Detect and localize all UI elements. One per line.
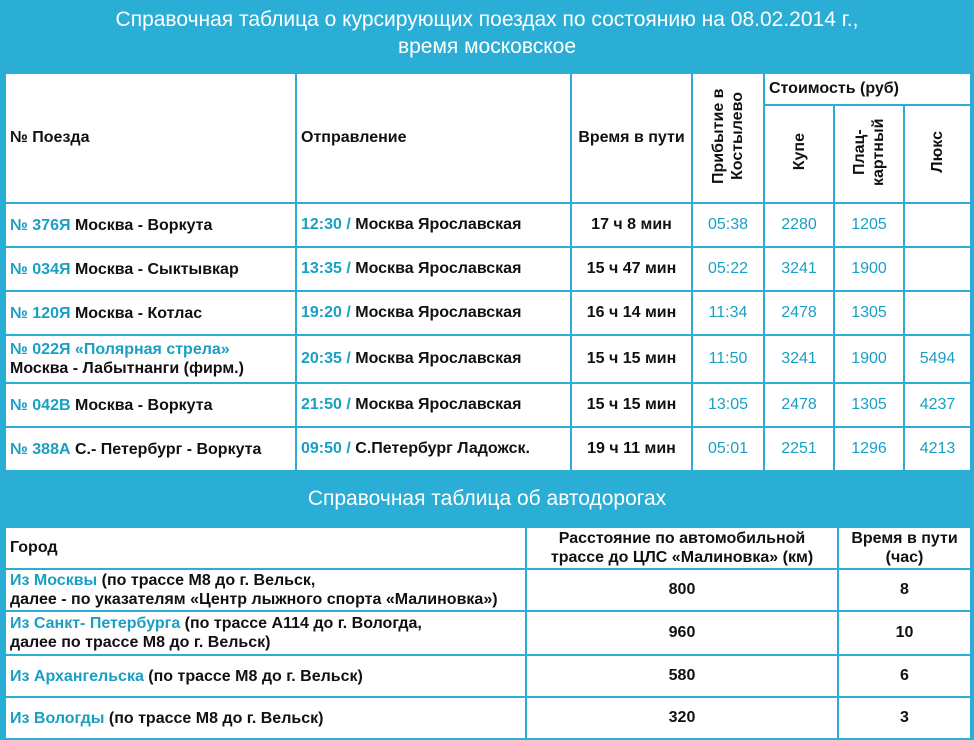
road-via-2: далее по трассе М8 до г. Вельск) [10, 634, 271, 651]
road-via: (по трассе М8 до г. Вельск, [97, 572, 316, 589]
header-cost: Стоимость (руб) [764, 73, 971, 105]
header-arrival-text: Прибытие в Костылево [710, 87, 746, 184]
roads-header-row [5, 527, 971, 569]
departure-cell [296, 383, 571, 427]
departure-cell [296, 247, 571, 291]
header-kupe [764, 105, 834, 203]
arrival-time: 11:50 [692, 335, 764, 383]
header-lux-text: Люкс [929, 130, 947, 173]
train-route: С.- Петербург - Воркута [74, 440, 262, 458]
train-route: Москва - Сыктывкар [74, 260, 239, 278]
road-hours: 6 [838, 655, 971, 697]
road-from: Из Санкт- Петербурга [10, 615, 181, 632]
price-platz: 1305 [834, 291, 904, 335]
travel-time: 17 ч 8 мин [571, 203, 692, 247]
departure-time: 12:30 / [301, 216, 351, 233]
header-distance: Расстояние по автомобильной трассе до ЦЛС «Малиновка» (км) [526, 527, 838, 569]
header-kupe-text: Купе [790, 132, 808, 171]
price-platz: 1900 [834, 335, 904, 383]
train-cell [5, 427, 296, 471]
roads-table [4, 526, 972, 740]
road-via-2: далее - по указателям «Центр лыжного спорта «Малиновка») [10, 591, 498, 608]
train-route: Москва - Воркута [74, 396, 213, 414]
price-platz: 1296 [834, 427, 904, 471]
price-kupe: 2478 [764, 383, 834, 427]
arrival-time: 05:01 [692, 427, 764, 471]
road-via: (по трассе М8 до г. Вельск) [104, 709, 324, 727]
page-title [0, 6, 974, 60]
table-row [5, 427, 971, 471]
road-distance: 960 [526, 611, 838, 655]
table-row [5, 203, 971, 247]
price-lux [904, 203, 971, 247]
price-kupe: 2478 [764, 291, 834, 335]
road-cell [5, 569, 526, 611]
header-platz-text: Плац-картный [851, 117, 887, 186]
train-number: № 388А [10, 440, 71, 458]
road-cell [5, 655, 526, 697]
departure-time: 21:50 / [301, 396, 351, 413]
title-line-2: время московское [397, 35, 577, 58]
trains-header-row [5, 73, 971, 105]
road-distance: 800 [526, 569, 838, 611]
arrival-time: 11:34 [692, 291, 764, 335]
train-cell [5, 383, 296, 427]
price-lux: 4213 [904, 427, 971, 471]
travel-time: 15 ч 47 мин [571, 247, 692, 291]
train-number: № 376Я [10, 216, 71, 234]
table-row [5, 247, 971, 291]
departure-station: Москва Ярославская [355, 216, 522, 233]
roads-title: Справочная таблица об автодорогах [307, 487, 667, 510]
table-row [5, 291, 971, 335]
trains-table [4, 72, 972, 472]
price-lux: 4237 [904, 383, 971, 427]
train-route: Москва - Воркута [74, 216, 213, 234]
header-travel-time: Время в пути [571, 73, 692, 203]
travel-time: 15 ч 15 мин [571, 335, 692, 383]
header-departure: Отправление [296, 73, 571, 203]
header-road-time: Время в пути (час) [838, 527, 971, 569]
train-number: № 042В [10, 396, 71, 414]
departure-station: С.Петербург Ладожск. [355, 440, 530, 457]
price-kupe: 2280 [764, 203, 834, 247]
road-hours: 3 [838, 697, 971, 739]
table-row [5, 569, 971, 611]
departure-station: Москва Ярославская [355, 396, 522, 413]
table-row [5, 611, 971, 655]
road-hours: 10 [838, 611, 971, 655]
price-lux [904, 247, 971, 291]
train-route: Москва - Котлас [74, 304, 203, 322]
road-distance: 320 [526, 697, 838, 739]
header-lux [904, 105, 971, 203]
departure-time: 13:35 / [301, 260, 351, 277]
header-train-no: № Поезда [5, 73, 296, 203]
header-city: Город [5, 527, 526, 569]
travel-time: 19 ч 11 мин [571, 427, 692, 471]
departure-station: Москва Ярославская [355, 304, 522, 321]
header-arrival [692, 73, 764, 203]
table-row [5, 655, 971, 697]
train-cell [5, 291, 296, 335]
departure-station: Москва Ярославская [355, 260, 522, 277]
price-platz: 1900 [834, 247, 904, 291]
header-platz [834, 105, 904, 203]
title-line-1: Справочная таблица о курсирующих поездах по состоянию на 08.02.2014 г., [115, 8, 859, 31]
train-cell [5, 203, 296, 247]
train-cell [5, 335, 296, 383]
price-lux [904, 291, 971, 335]
road-distance: 580 [526, 655, 838, 697]
road-cell [5, 611, 526, 655]
departure-cell [296, 427, 571, 471]
arrival-time: 05:38 [692, 203, 764, 247]
road-hours: 8 [838, 569, 971, 611]
arrival-time: 05:22 [692, 247, 764, 291]
train-route: Москва - Лабытнанги (фирм.) [10, 360, 244, 377]
travel-time: 16 ч 14 мин [571, 291, 692, 335]
road-from: Из Москвы [10, 572, 98, 589]
table-row [5, 697, 971, 739]
train-number: № 022Я «Полярная стрела» [10, 341, 230, 358]
departure-cell [296, 203, 571, 247]
price-lux: 5494 [904, 335, 971, 383]
price-kupe: 3241 [764, 335, 834, 383]
arrival-time: 13:05 [692, 383, 764, 427]
train-number: № 034Я [10, 260, 71, 278]
table-row [5, 383, 971, 427]
travel-time: 15 ч 15 мин [571, 383, 692, 427]
price-platz: 1305 [834, 383, 904, 427]
departure-cell [296, 335, 571, 383]
departure-time: 09:50 / [301, 440, 351, 457]
road-from: Из Архангельска [10, 667, 144, 685]
price-platz: 1205 [834, 203, 904, 247]
train-cell [5, 247, 296, 291]
road-via: (по трассе А114 до г. Вологда, [180, 615, 422, 632]
price-kupe: 3241 [764, 247, 834, 291]
departure-time: 19:20 / [301, 304, 351, 321]
road-cell [5, 697, 526, 739]
road-via: (по трассе М8 до г. Вельск) [143, 667, 363, 685]
table-row [5, 335, 971, 383]
departure-station: Москва Ярославская [355, 350, 522, 367]
price-kupe: 2251 [764, 427, 834, 471]
train-number: № 120Я [10, 304, 71, 322]
road-from: Из Вологды [10, 709, 105, 727]
departure-cell [296, 291, 571, 335]
departure-time: 20:35 / [301, 350, 351, 367]
